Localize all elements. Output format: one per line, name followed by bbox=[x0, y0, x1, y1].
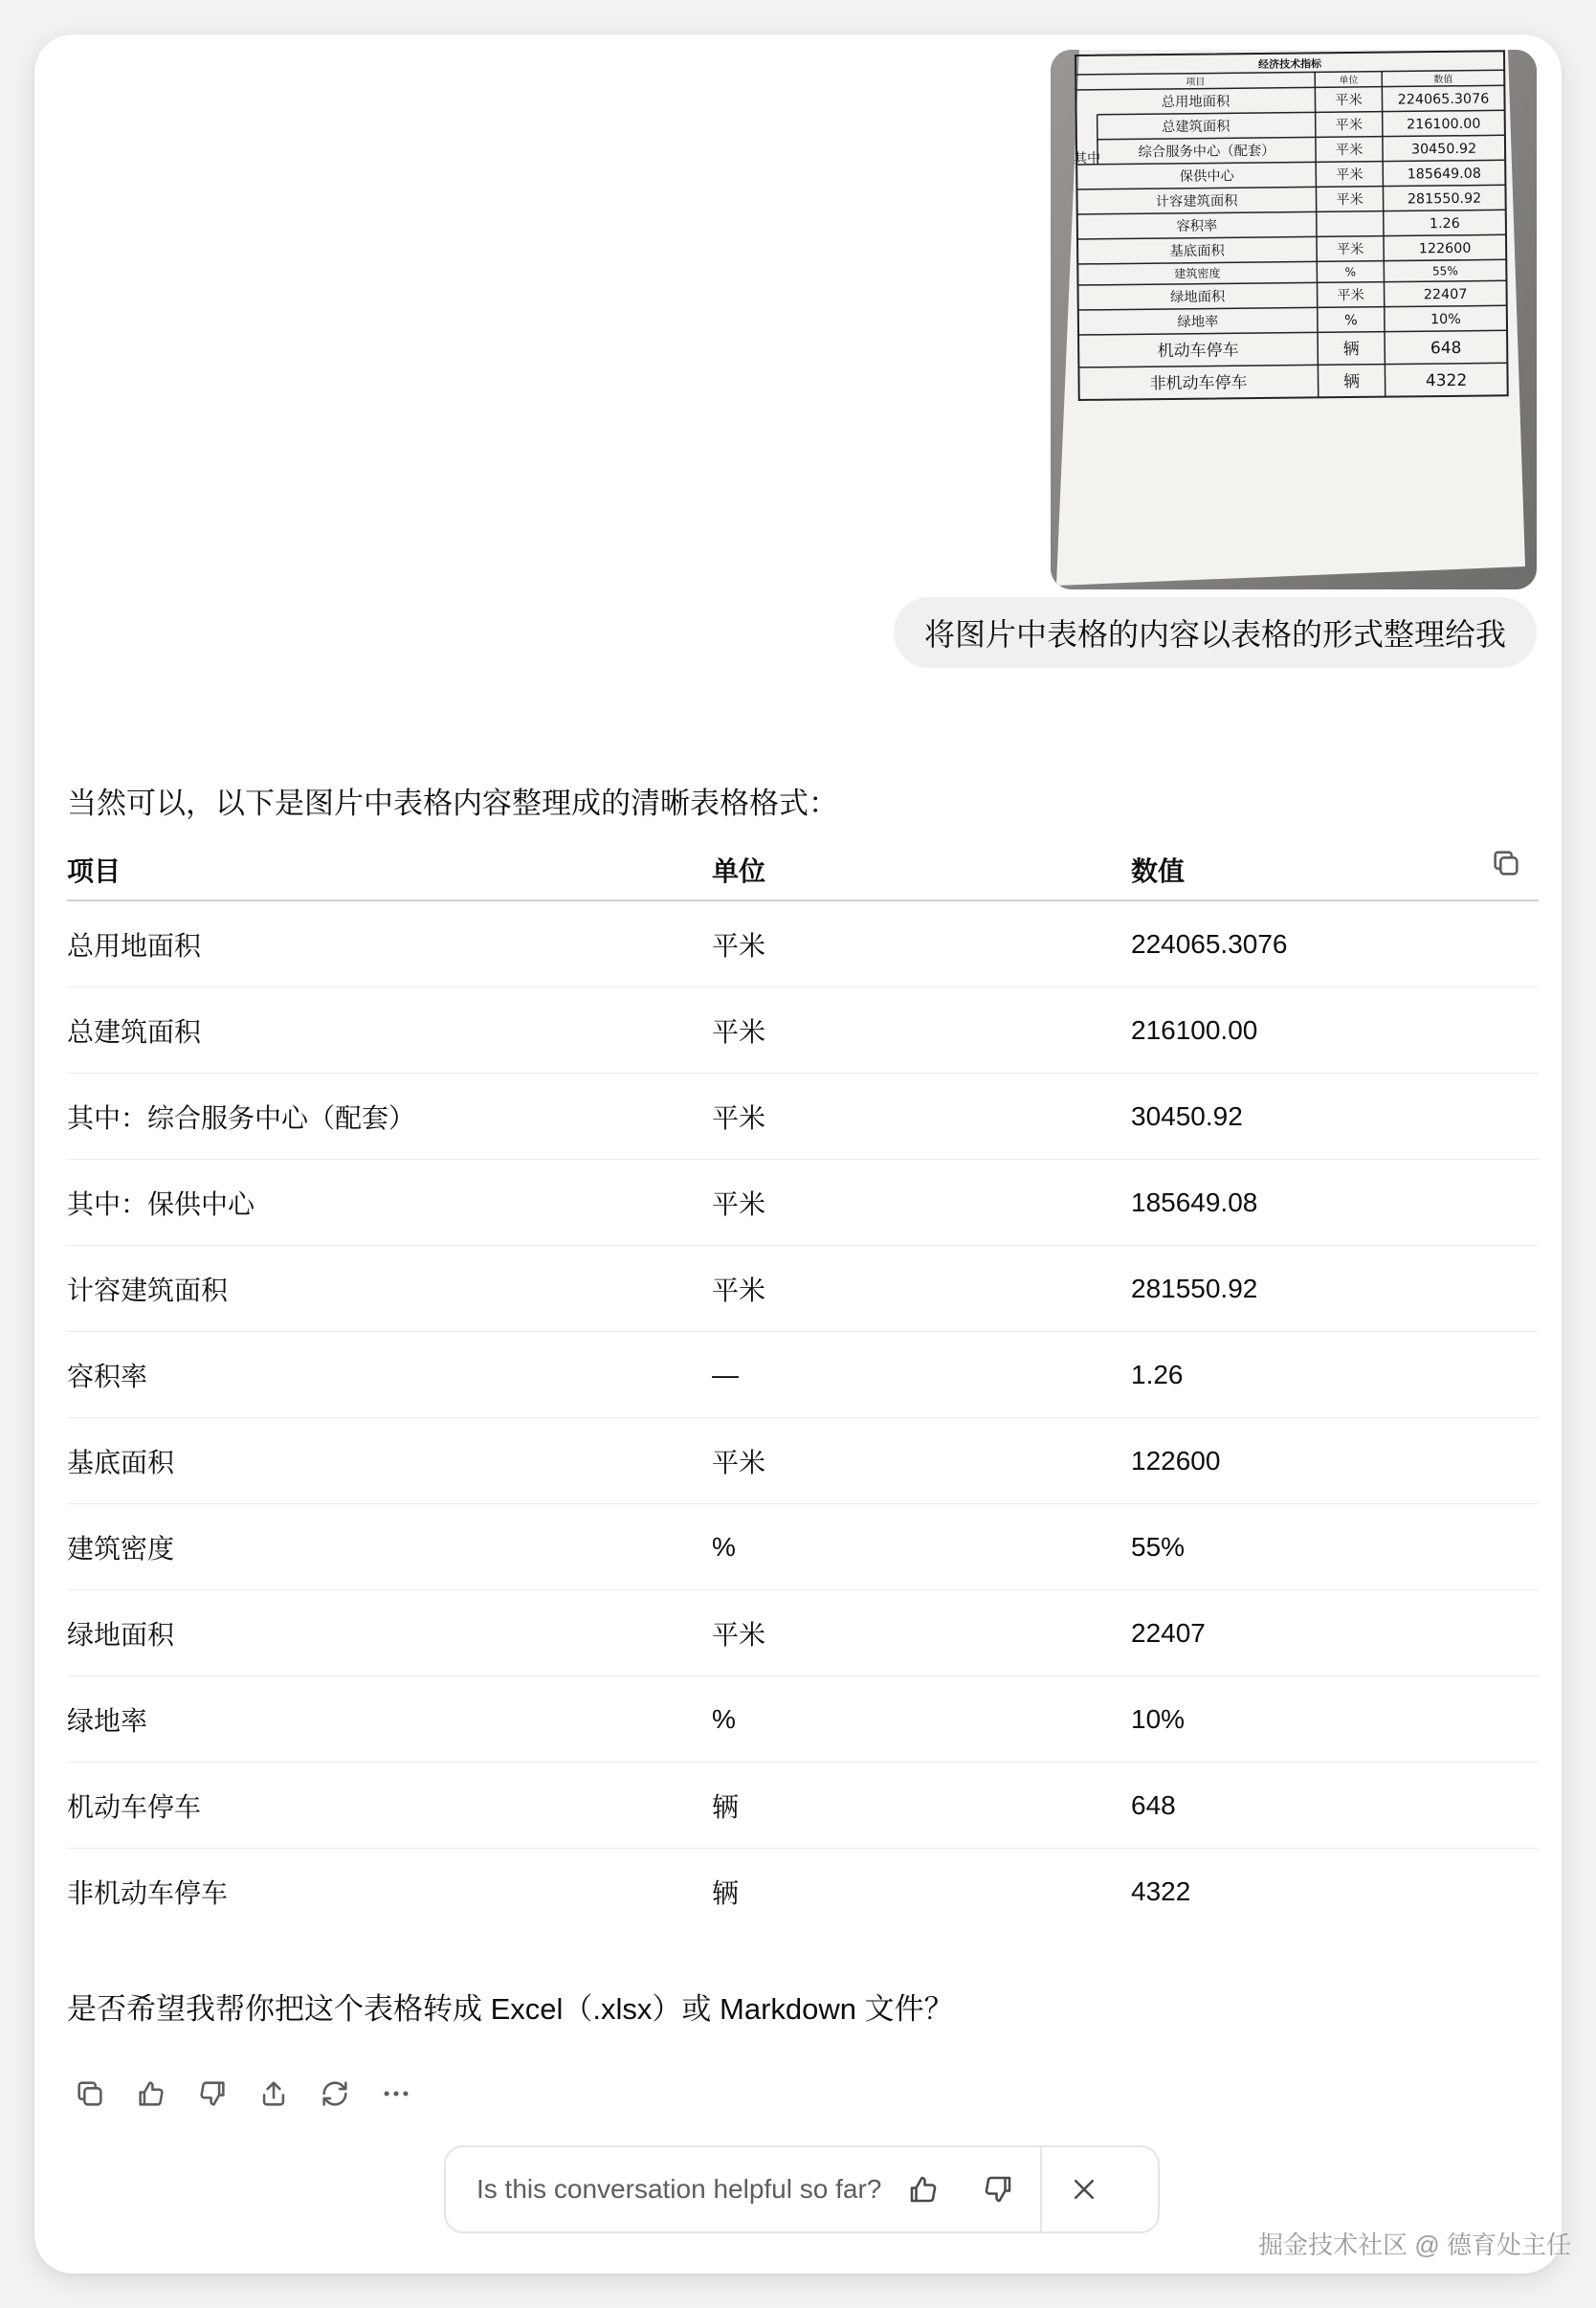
table-row bbox=[67, 1504, 1539, 1590]
message-actions bbox=[67, 2071, 419, 2117]
photo-header-value: 数值 bbox=[1433, 74, 1453, 86]
assistant-intro: 当然可以，以下是图片中表格内容整理成的清晰表格格式： bbox=[67, 787, 838, 820]
table-body bbox=[67, 900, 1539, 1934]
thumbs-up-icon bbox=[906, 2172, 941, 2207]
cell-unit: 辆 bbox=[712, 1763, 1131, 1849]
cell-value: 4322 bbox=[1131, 1875, 1191, 1906]
photo-cell-item: 总建筑面积 bbox=[1161, 119, 1230, 136]
thumbs-down-icon bbox=[981, 2172, 1015, 2207]
cell-unit: % bbox=[712, 1504, 1131, 1590]
watermark: 掘金技术社区 @ 德育处主任 bbox=[1258, 2230, 1571, 2259]
photo-cell-value: 224065.3076 bbox=[1397, 91, 1490, 108]
header-item: 项目 bbox=[67, 840, 712, 900]
thumbs-up-icon bbox=[135, 2077, 167, 2110]
photo-cell-value: 281550.92 bbox=[1407, 190, 1482, 208]
photo-cell-item: 综合服务中心（配套） bbox=[1138, 143, 1275, 161]
cell-item: 绿地面积 bbox=[67, 1590, 712, 1676]
photo-header-unit: 单位 bbox=[1339, 75, 1359, 87]
thumbs-down-button[interactable] bbox=[189, 2071, 235, 2117]
photo-cell-unit: % bbox=[1344, 265, 1357, 279]
cell-unit: 平米 bbox=[712, 900, 1131, 988]
feedback-divider bbox=[1040, 2145, 1042, 2233]
uploaded-photo[interactable] bbox=[1051, 50, 1537, 589]
table-row bbox=[67, 1590, 1539, 1676]
feedback-bar bbox=[444, 2145, 1160, 2233]
cell-value: 1.26 bbox=[1131, 1332, 1539, 1418]
cell-value: 10% bbox=[1131, 1676, 1539, 1763]
photo-cell-unit: 平米 bbox=[1336, 242, 1364, 258]
photo-cell-unit: 辆 bbox=[1342, 372, 1361, 392]
cell-unit: 平米 bbox=[712, 988, 1131, 1074]
photo-cell-value: 648 bbox=[1430, 338, 1462, 359]
user-message-bubble bbox=[894, 597, 1537, 668]
photo-cell-item: 绿地面积 bbox=[1169, 289, 1226, 306]
cell-value: 22407 bbox=[1131, 1590, 1539, 1676]
copy-icon bbox=[1490, 847, 1522, 879]
cell-value: 30450.92 bbox=[1131, 1074, 1539, 1160]
photo-cell-item: 绿地率 bbox=[1177, 314, 1219, 331]
table-row bbox=[67, 1074, 1539, 1160]
cell-item: 机动车停车 bbox=[67, 1763, 712, 1849]
photo-cell-item: 保供中心 bbox=[1179, 168, 1235, 186]
table-row bbox=[67, 1246, 1539, 1332]
cell-item: 计容建筑面积 bbox=[67, 1246, 712, 1332]
header-unit: 单位 bbox=[712, 840, 1131, 900]
feedback-thumbs-up-button[interactable] bbox=[895, 2161, 952, 2218]
table-row bbox=[67, 1676, 1539, 1763]
table-row bbox=[67, 1849, 1539, 1935]
regenerate-button[interactable] bbox=[312, 2071, 358, 2117]
cell-value: 185649.08 bbox=[1131, 1160, 1539, 1246]
photo-cell-value: 122600 bbox=[1418, 240, 1472, 257]
share-button[interactable] bbox=[251, 2071, 297, 2117]
feedback-close-button[interactable] bbox=[1055, 2161, 1113, 2218]
cell-unit: % bbox=[712, 1676, 1131, 1763]
share-icon bbox=[257, 2077, 290, 2110]
photo-group-label: 其中 bbox=[1074, 150, 1101, 167]
table-row bbox=[67, 1160, 1539, 1246]
cell-item: 其中：保供中心 bbox=[67, 1160, 712, 1246]
photo-cell-value: 216100.00 bbox=[1407, 116, 1481, 133]
user-message-text: 将图片中表格的内容以表格的形式整理给我 bbox=[923, 617, 1506, 652]
table-row bbox=[67, 900, 1539, 988]
cell-item: 总建筑面积 bbox=[67, 988, 712, 1074]
photo-cell-value: 30450.92 bbox=[1410, 141, 1477, 158]
more-button[interactable] bbox=[373, 2071, 419, 2117]
photo-cell-unit: 平米 bbox=[1335, 118, 1363, 134]
copy-table-button[interactable] bbox=[1489, 846, 1523, 880]
photo-cell-item: 基底面积 bbox=[1169, 243, 1225, 260]
photo-cell-unit: 辆 bbox=[1342, 340, 1360, 360]
photo-cell-item: 非机动车停车 bbox=[1149, 373, 1248, 394]
more-icon bbox=[380, 2077, 412, 2110]
photo-cell-unit: % bbox=[1344, 313, 1358, 329]
photo-cell-value: 22407 bbox=[1423, 286, 1468, 303]
cell-unit: 平米 bbox=[712, 1246, 1131, 1332]
photo-cell-item: 机动车停车 bbox=[1157, 341, 1239, 362]
photo-cell-item: 容积率 bbox=[1176, 218, 1218, 235]
table-row bbox=[67, 988, 1539, 1074]
photo-title: 经济技术指标 bbox=[1258, 57, 1322, 71]
cell-value: 55% bbox=[1131, 1504, 1539, 1590]
copy-button[interactable] bbox=[67, 2071, 113, 2117]
photo-cell-value: 55% bbox=[1431, 264, 1458, 278]
cell-value: 216100.00 bbox=[1131, 988, 1539, 1074]
photo-cell-unit: 平米 bbox=[1335, 143, 1363, 159]
photo-cell-value: 10% bbox=[1430, 311, 1461, 328]
feedback-thumbs-down-button[interactable] bbox=[969, 2161, 1027, 2218]
cell-item: 建筑密度 bbox=[67, 1504, 712, 1590]
cell-unit: 平米 bbox=[712, 1590, 1131, 1676]
photo-cell-unit: 平米 bbox=[1336, 192, 1363, 209]
cell-unit: 辆 bbox=[712, 1877, 740, 1908]
cell-unit: 平米 bbox=[712, 1160, 1131, 1246]
cell-item: 基底面积 bbox=[67, 1418, 712, 1504]
table-header-row bbox=[67, 840, 1539, 900]
photo-cell-unit: 平米 bbox=[1337, 288, 1365, 304]
close-icon bbox=[1070, 2175, 1098, 2204]
cell-item: 容积率 bbox=[67, 1332, 712, 1418]
cell-item: 其中：综合服务中心（配套） bbox=[67, 1074, 712, 1160]
cell-value: 224065.3076 bbox=[1131, 900, 1539, 988]
assistant-followup: 是否希望我帮你把这个表格转成 Excel（.xlsx）或 Markdown 文件？ bbox=[67, 1992, 954, 2026]
cell-value: 122600 bbox=[1131, 1418, 1539, 1504]
header-value: 数值 bbox=[1131, 840, 1539, 900]
regenerate-icon bbox=[319, 2077, 351, 2110]
photo-of-printed-table bbox=[1051, 50, 1537, 589]
photo-cell-value: 185649.08 bbox=[1407, 166, 1482, 183]
photo-cell-item: 计容建筑面积 bbox=[1155, 193, 1238, 211]
photo-cell-value: 1.26 bbox=[1429, 215, 1460, 233]
cell-item: 非机动车停车 bbox=[67, 1877, 229, 1908]
copy-icon bbox=[74, 2077, 106, 2110]
thumbs-up-button[interactable] bbox=[128, 2071, 174, 2117]
photo-cell-unit: 平米 bbox=[1335, 93, 1363, 109]
cell-value: 281550.92 bbox=[1131, 1246, 1539, 1332]
cell-unit: — bbox=[712, 1332, 1131, 1418]
photo-cell-item: 建筑密度 bbox=[1174, 266, 1221, 281]
feedback-question: Is this conversation helpful so far? bbox=[477, 2174, 882, 2204]
table-row bbox=[67, 1763, 1539, 1849]
photo-cell-value: 4322 bbox=[1425, 370, 1468, 391]
photo-cell-unit: 平米 bbox=[1335, 167, 1363, 184]
cell-item: 绿地率 bbox=[67, 1676, 712, 1763]
chat-card bbox=[34, 34, 1562, 2274]
photo-cell-item: 总用地面积 bbox=[1161, 94, 1230, 111]
table-row bbox=[67, 1332, 1539, 1418]
cell-item: 总用地面积 bbox=[67, 900, 712, 988]
table-row bbox=[67, 1418, 1539, 1504]
thumbs-down-icon bbox=[196, 2077, 229, 2110]
photo-header-item: 项目 bbox=[1186, 77, 1206, 88]
cell-unit: 平米 bbox=[712, 1418, 1131, 1504]
answer-table bbox=[67, 840, 1539, 1934]
cell-unit: 平米 bbox=[712, 1074, 1131, 1160]
cell-value: 648 bbox=[1131, 1763, 1539, 1849]
